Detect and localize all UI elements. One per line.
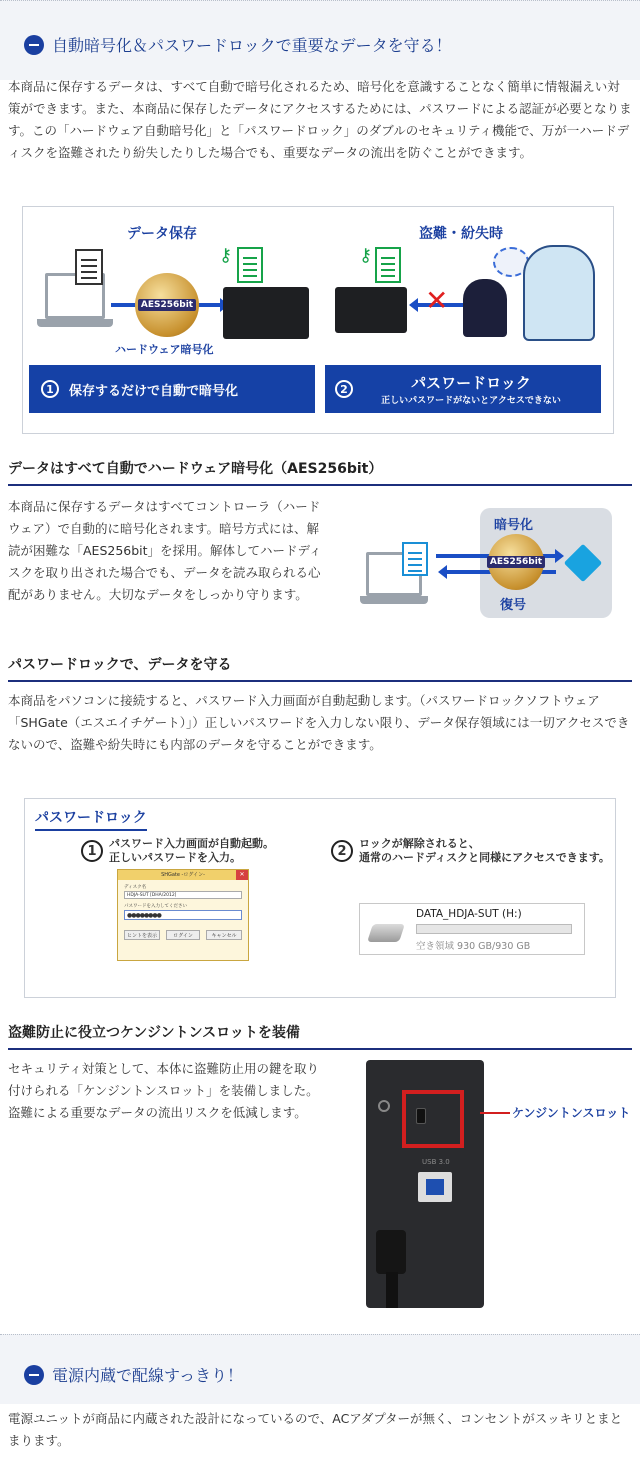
step2-line2: 通常のハードディスクと同様にアクセスできます。 — [359, 851, 610, 864]
dialog-disk-field: HDJA-SUT [DHA/2012] — [124, 891, 242, 899]
screw-icon — [378, 1100, 390, 1112]
section-title-text: 電源内蔵で配線すっきり！ — [52, 1366, 244, 1385]
section-header-encryption — [0, 0, 640, 80]
data-save-title: データ保存 — [127, 226, 197, 242]
kensington-callout-label: ケンジントンスロット — [512, 1106, 631, 1120]
hardware-encryption-label: ハードウェア暗号化 — [115, 343, 214, 356]
key-icon: ⚷ — [359, 245, 373, 266]
step-number-2: 2 — [335, 380, 353, 398]
laptop-base — [37, 319, 113, 327]
subheading-hardware-encryption: データはすべて自動でハードウェア暗号化（AES256bit） — [8, 458, 632, 486]
encryption-diagram — [360, 504, 612, 618]
security-diagram — [22, 206, 614, 434]
login-button[interactable]: ログイン — [166, 930, 200, 940]
password-lock-figure — [24, 798, 616, 998]
aes-label: AES256bit — [138, 299, 196, 311]
panel2-title: パスワードロック — [411, 374, 531, 392]
drive-name: DATA_HDJA-SUT (H:) — [416, 908, 522, 920]
decrypt-label: 復号 — [500, 598, 527, 613]
usb-port-inner — [426, 1179, 444, 1195]
collapse-minus-icon[interactable] — [24, 1365, 44, 1385]
dialog-close-icon[interactable]: ✕ — [236, 870, 248, 880]
hdd-device — [335, 287, 407, 333]
step1-caption — [81, 837, 274, 865]
drive-tile[interactable] — [359, 903, 585, 955]
step2-line1: ロックが解除されると、 — [359, 837, 480, 850]
dialog-password-label: パスワードを入力してください — [124, 904, 187, 909]
power-plug — [376, 1230, 406, 1274]
dialog-password-input[interactable]: ●●●●●●●● — [124, 910, 242, 920]
step1-line1: パスワード入力画面が自動起動。 — [109, 837, 274, 850]
power-cable — [386, 1272, 398, 1308]
dialog-title: SHGate -ログイン- — [161, 872, 205, 878]
document-icon — [402, 542, 428, 576]
panel-auto-encryption — [29, 365, 315, 413]
panel1-text: 保存するだけで自動で暗号化 — [69, 383, 239, 399]
subheading-kensington: 盗難防止に役立つケンジントンスロットを装備 — [8, 1022, 632, 1050]
encrypt-label: 暗号化 — [494, 518, 534, 533]
usb-port — [418, 1172, 452, 1202]
intro-paragraph: 本商品に保存するデータは、すべて自動で暗号化されるため、暗号化を意識することなく簡単に情報漏えい対策ができます。また、本商品に保存したデータにアクセスするためには、パスワードによる認証が必要となります。この「ハードウェア自動暗号化」と「パスワードロック」のダブルのセキュリティ機能で、万が一ハードディスクを盗難されたり紛失したりした場合でも、重要なデータの流出を防ぐことができます。 — [8, 79, 632, 160]
section-title-text: 自動暗号化＆パスワードロックで重要なデータを守る！ — [52, 36, 452, 55]
collapse-minus-icon[interactable] — [24, 35, 44, 55]
usb-port-label: USB 3.0 — [422, 1158, 450, 1166]
document-icon — [75, 249, 103, 285]
show-hint-button[interactable]: ヒントを表示 — [124, 930, 160, 940]
section-title — [24, 1363, 243, 1386]
aes-badge — [488, 534, 544, 590]
blocked-x-icon: ✕ — [425, 284, 449, 317]
step-number-1: 1 — [81, 840, 103, 862]
encrypted-document-icon — [375, 247, 401, 283]
subheading-password-lock: パスワードロックで、データを守る — [8, 654, 632, 682]
hdd-rear-photo — [366, 1060, 484, 1308]
hardware-encryption-paragraph: 本商品に保存するデータはすべてコントローラ（ハードウェア）で自動的に暗号化されます。暗号方式には、解読が困難な「AES256bit」を採用。解体してハードディスクを取り出された場合でも、データを読み取られる心配がありません。大切なデータをしっかり守ります。 — [8, 499, 322, 602]
step-number-1: 1 — [41, 380, 59, 398]
hdd-device — [223, 287, 309, 339]
theft-loss-title: 盗難・紛失時 — [419, 226, 503, 242]
kensington-paragraph: セキュリティ対策として、本体に盗難防止用の鍵を取り付けられる「ケンジントンスロット」を装備しました。盗難による重要なデータの流出リスクを低減します。 — [8, 1061, 320, 1120]
section-title — [24, 33, 452, 56]
panel2-subtitle: 正しいパスワードがないとアクセスできない — [381, 396, 561, 406]
step1-line2: 正しいパスワードを入力。 — [109, 851, 241, 864]
password-lock-figure-title: パスワードロック — [35, 807, 147, 831]
callout-line — [480, 1112, 510, 1114]
encrypted-document-icon — [237, 247, 263, 283]
worried-person-icon — [523, 245, 595, 341]
drive-free-space: 空き領域 930 GB/930 GB — [416, 941, 531, 952]
kensington-highlight-box — [402, 1090, 464, 1148]
laptop-base — [360, 596, 428, 604]
shgate-login-dialog — [117, 869, 249, 961]
cancel-button[interactable]: キャンセル — [206, 930, 242, 940]
key-icon: ⚷ — [219, 245, 233, 266]
drive-icon — [367, 924, 405, 942]
section-header-power — [0, 1334, 640, 1404]
password-lock-paragraph: 本商品をパソコンに接続すると、パスワード入力画面が自動起動します。（パスワードロックソフトウェア「SHGate（エスエイチゲート）」）正しいパスワードを入力しない限り、データ保存領域には一切アクセスできないので、盗難や紛失時にも内部のデータを守ることができます。 — [8, 693, 630, 752]
step-number-2: 2 — [331, 840, 353, 862]
aes-badge — [135, 273, 199, 337]
step2-caption — [331, 837, 610, 865]
panel-password-lock — [325, 365, 601, 413]
dialog-titlebar — [118, 870, 248, 880]
thief-icon — [463, 279, 507, 337]
power-paragraph: 電源ユニットが商品に内蔵された設計になっているので、ACアダプターが無く、コンセントがスッキリとまとまります。 — [8, 1411, 623, 1448]
dialog-disk-label: ディスク名 — [124, 885, 147, 890]
drive-usage-bar — [416, 924, 572, 934]
aes-label: AES256bit — [487, 556, 545, 568]
